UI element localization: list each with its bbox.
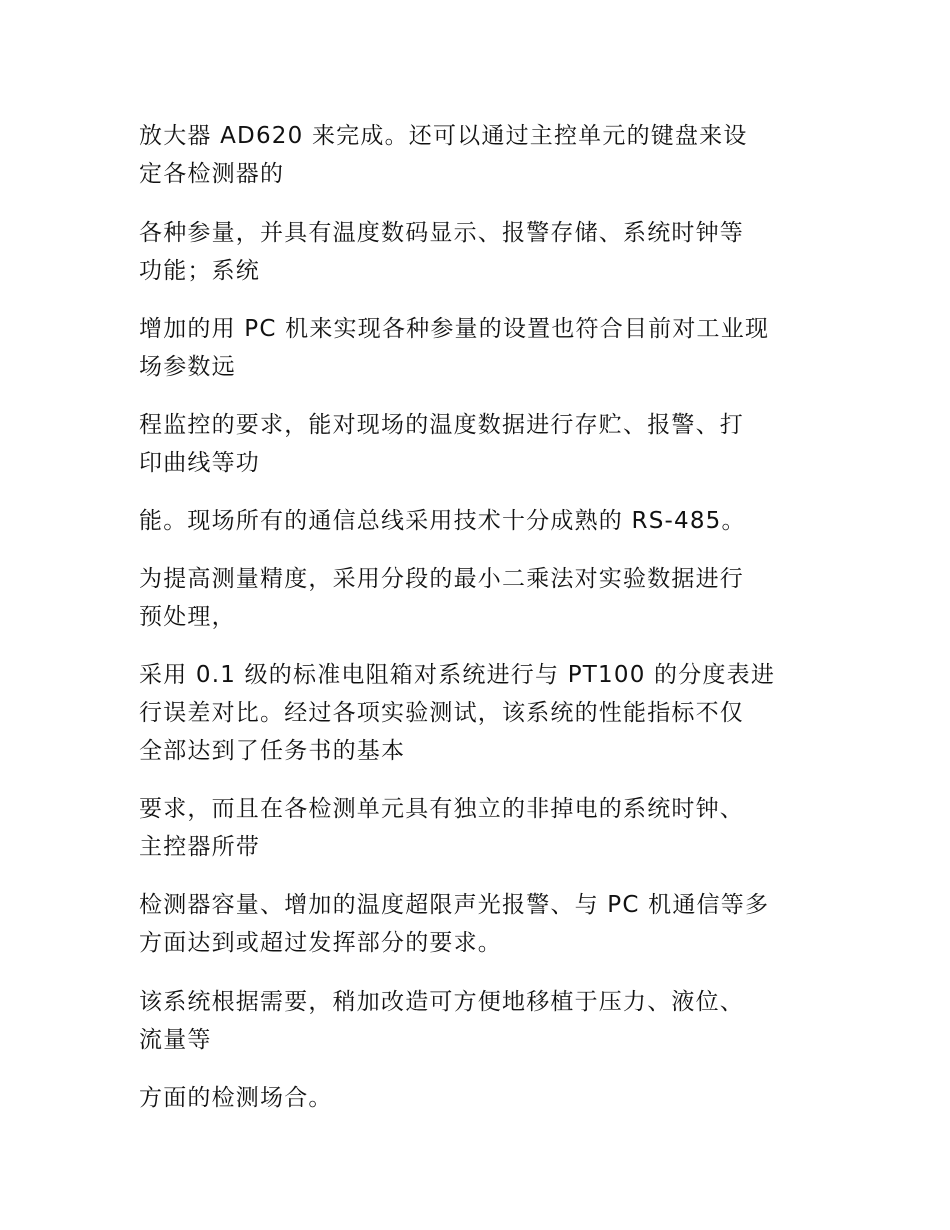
- text-line: 程监控的要求，能对现场的温度数据进行存贮、报警、打: [139, 412, 744, 438]
- text-line: 预处理，: [139, 604, 236, 630]
- text-line: 行误差对比。经过各项实验测试，该系统的性能指标不仅: [139, 700, 744, 726]
- text-line: 采用 0.1 级的标准电阻箱对系统进行与 PT100 的分度表进: [139, 662, 776, 688]
- text-line: 检测器容量、增加的温度超限声光报警、与 PC 机通信等多: [139, 892, 770, 918]
- text-line: 流量等: [139, 1027, 212, 1053]
- text-line: 能。现场所有的通信总线采用技术十分成熟的 RS-485。: [139, 508, 746, 534]
- text-line: 各种参量，并具有温度数码显示、报警存储、系统时钟等: [139, 220, 744, 246]
- paragraph: [139, 214, 819, 290]
- text-line: 为提高测量精度，采用分段的最小二乘法对实验数据进行: [139, 566, 744, 592]
- paragraph: [139, 502, 819, 540]
- text-line: 场参数远: [139, 354, 236, 380]
- paragraph: [139, 983, 819, 1059]
- paragraph: [139, 790, 819, 866]
- paragraph: [139, 1079, 819, 1117]
- paragraph: [139, 117, 819, 193]
- text-line: 主控器所带: [139, 834, 260, 860]
- text-line: 方面的检测场合。: [139, 1085, 333, 1111]
- paragraph: [139, 406, 819, 482]
- paragraph: [139, 886, 819, 962]
- text-line: 放大器 AD620 来完成。还可以通过主控单元的键盘来设: [139, 123, 748, 149]
- text-line: 该系统根据需要，稍加改造可方便地移植于压力、液位、: [139, 989, 744, 1015]
- text-line: 增加的用 PC 机来实现各种参量的设置也符合目前对工业现: [139, 316, 770, 342]
- text-line: 要求，而且在各检测单元具有独立的非掉电的系统时钟、: [139, 796, 744, 822]
- paragraph: [139, 656, 819, 770]
- text-line: 印曲线等功: [139, 450, 260, 476]
- paragraph: [139, 310, 819, 386]
- text-line: 功能；系统: [139, 258, 260, 284]
- paragraph: [139, 560, 819, 636]
- text-line: 方面达到或超过发挥部分的要求。: [139, 930, 502, 956]
- text-line: 定各检测器的: [139, 161, 285, 187]
- text-line: 全部达到了任务书的基本: [139, 738, 406, 764]
